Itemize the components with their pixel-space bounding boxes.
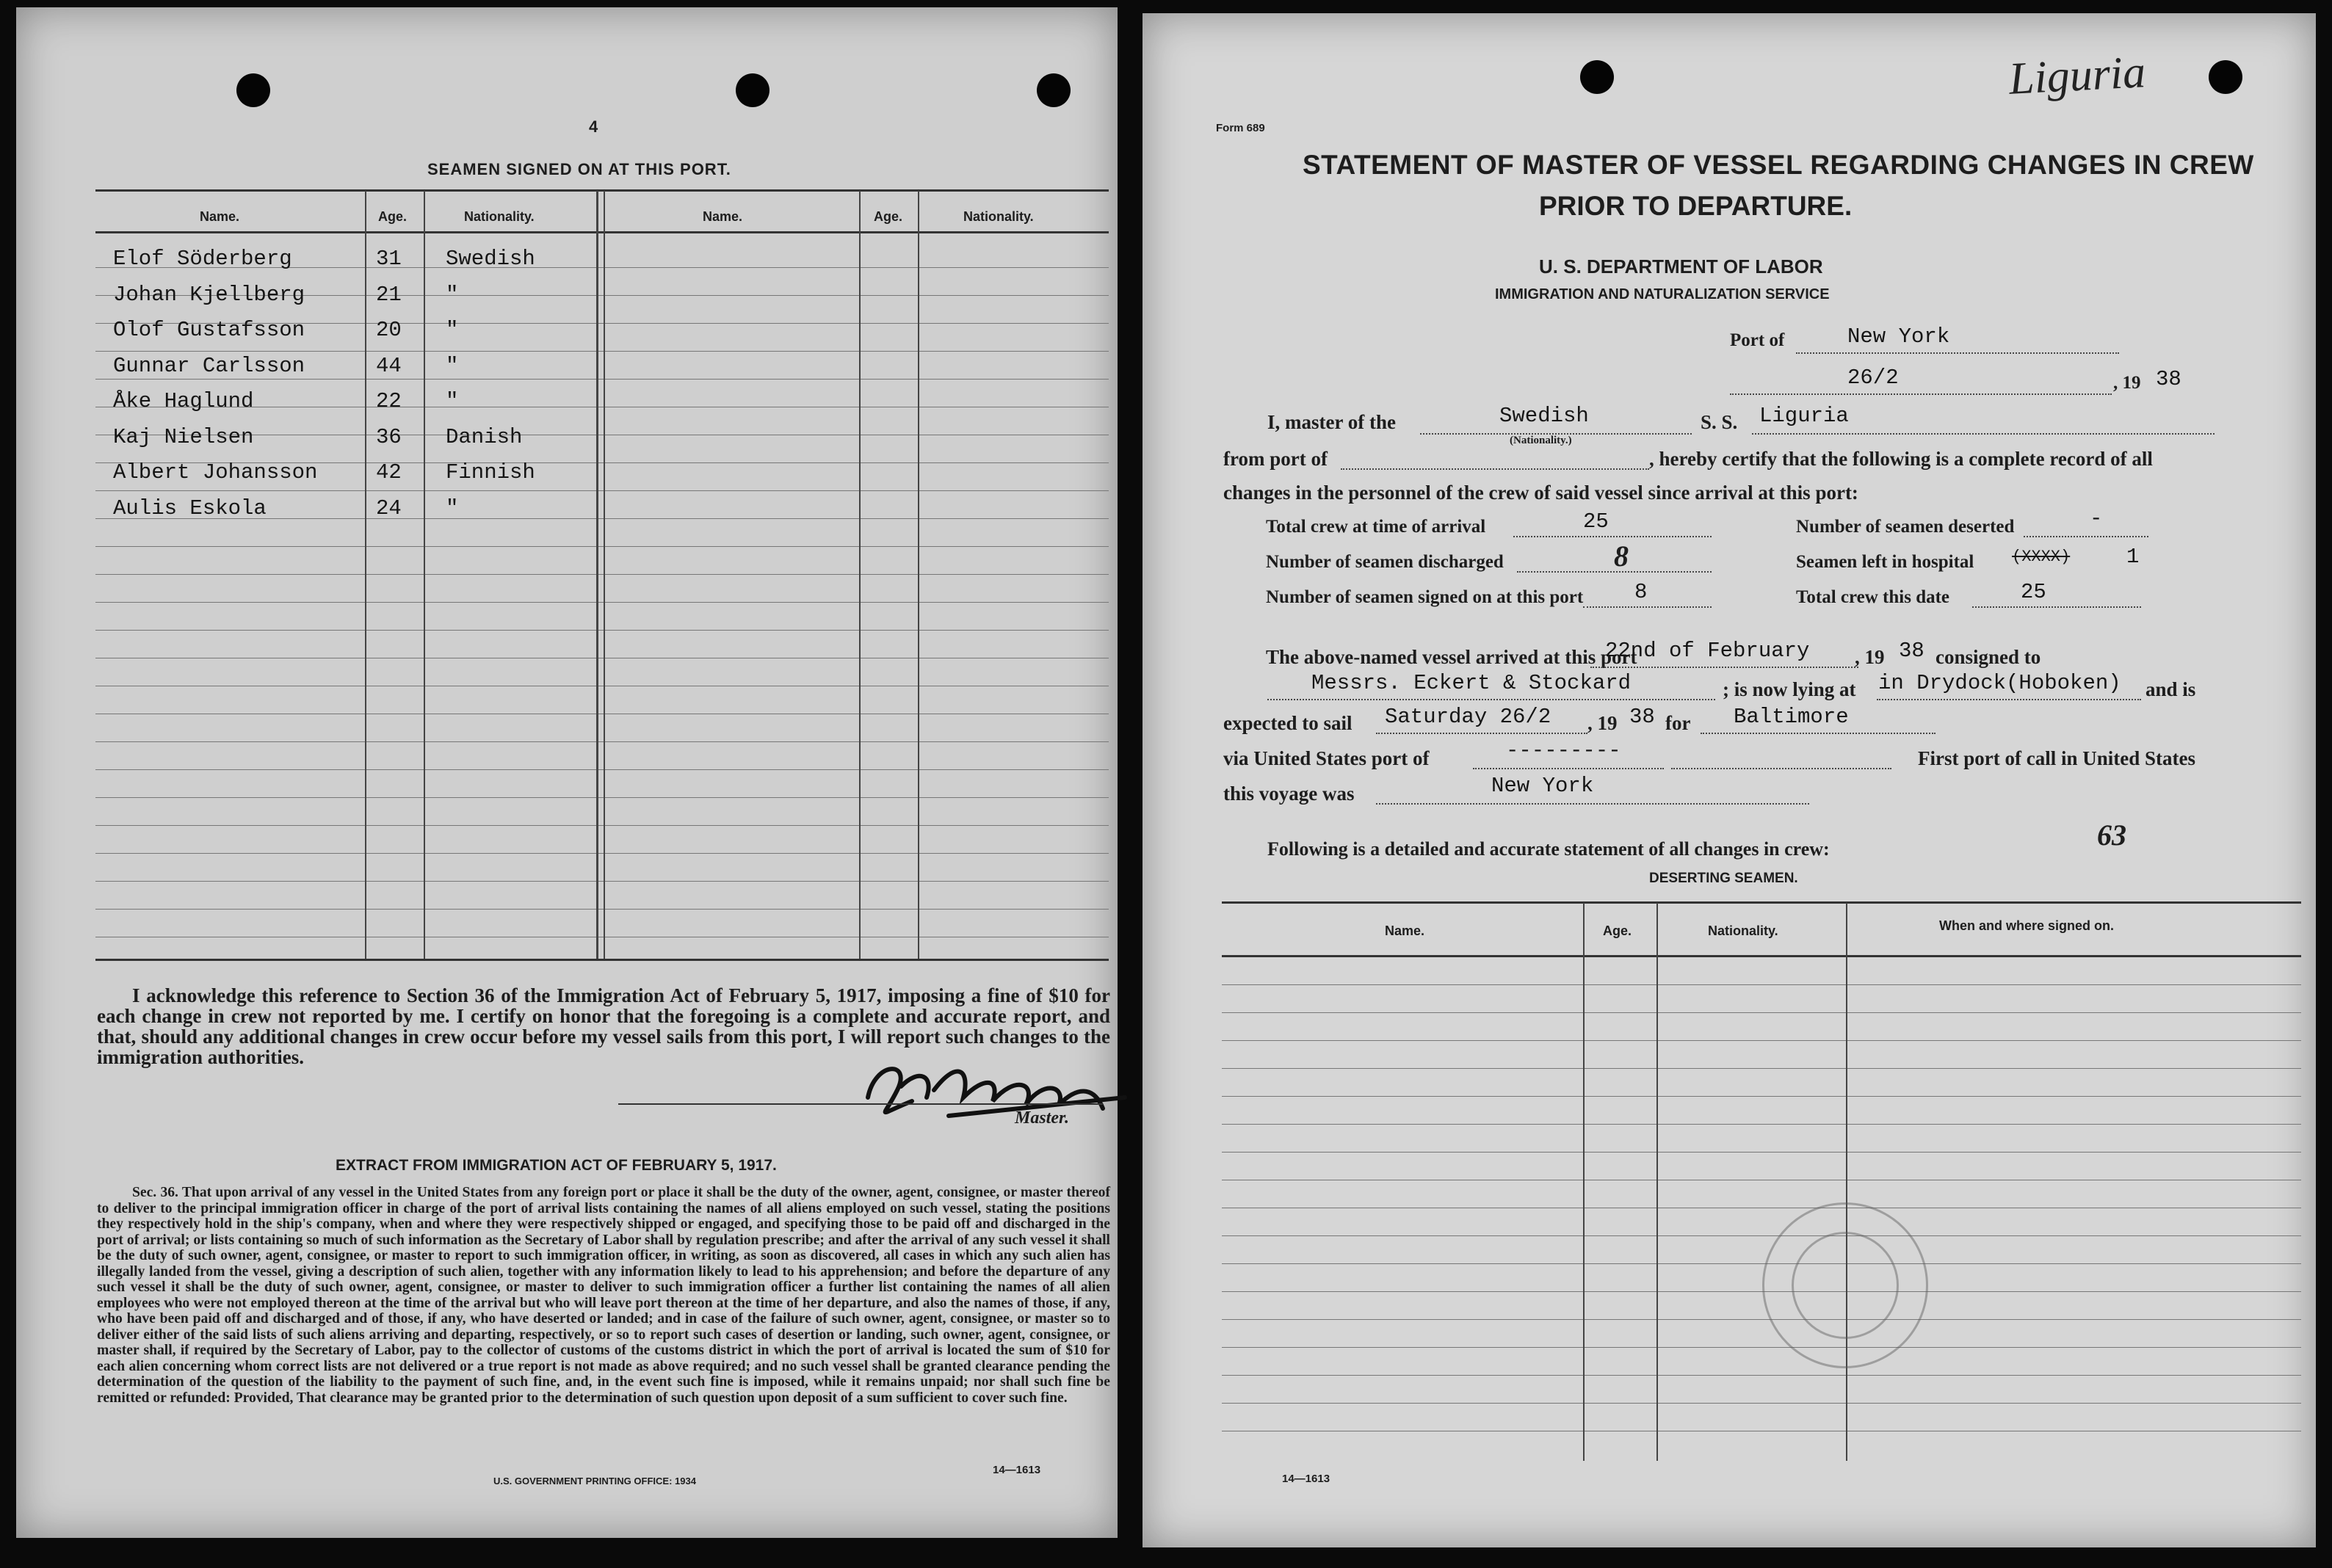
table-rule — [95, 825, 1109, 826]
table-rule — [95, 909, 1109, 910]
sail-year-value: 38 — [1629, 705, 1655, 729]
seaman-name: Åke Haglund — [113, 389, 254, 413]
seaman-age: 36 — [376, 424, 402, 449]
seaman-nationality: " — [446, 353, 459, 378]
following-text: Following is a detailed and accurate statement of all changes in crew: — [1267, 838, 1830, 860]
total-date-label: Total crew this date — [1796, 587, 1950, 607]
table-rule — [95, 630, 1109, 631]
deserted-value: - — [2090, 507, 2103, 531]
signature-line — [618, 1103, 1103, 1105]
arrived-year-value: 38 — [1899, 639, 1924, 663]
changes-text: changes in the personnel of the crew of said vessel since arrival at this port: — [1223, 482, 1858, 504]
seaman-age: 31 — [376, 247, 402, 271]
acknowledgement-text: I acknowledge this reference to Section 36 of the Immigration Act of February 5, 1917, imposing a fine of $10 for each change in crew not reported by me. I certify on honor that the foregoing is a complete and accurate report, and that, should any additional changes in crew occur before my vessel sails from this port, I will report such changes to the immigration authorities. — [97, 984, 1110, 1068]
table-rule — [1222, 1403, 2301, 1404]
col-header-name-2: Name. — [703, 209, 743, 224]
hospital-value: 1 — [2126, 545, 2140, 569]
seaman-age: 42 — [376, 460, 402, 484]
from-port-label: from port of — [1223, 448, 1328, 470]
punch-hole — [1037, 73, 1071, 107]
table-rule — [95, 546, 1109, 547]
seaman-age: 21 — [376, 282, 402, 307]
deserted-label: Number of seamen deserted — [1796, 517, 2015, 537]
extract-text: Sec. 36. That upon arrival of any vessel in the United States from any foreign port or place it shall be the duty of the owner, agent, consignee, or master thereof to deliver to the principal immigration officer in charge of the port of arrival lists containing the names of all aliens employed on such vessel, stating the positions they respectively hold in the ship's company, when and where they were respectively shipped or engaged, and specifying those to be paid off and discharged in the port of arrival; or lists containing so much of such information as the Secretary of Labor shall by regulation prescribe; and after the arrival of any such vessel it shall be the duty of such owner, agent, consignee, or master to report to such immigration officer, in writing, as soon as discovered, all cases in which any such alien has illegally landed from the vessel, giving a description of such alien, together with any information likely to lead to his apprehension; and before the departure of any such vessel it shall be the duty of such owner, agent, consignee, or master to deliver to such immigration officer a further list containing the names of all alien employees who were not employed thereon at the time of the arrival but who will leave port thereon at the time of her departure, and also the names of those, if any, who have been paid off and discharged and of those, if any, who have deserted or landed; and in case of the failure of such owner, agent, consignee, or master so to deliver either of the said lists of such aliens arriving and departing, respectively, or so to report such cases of desertion or landing, such owner, agent, consignee, or master shall, if required by the Secretary of Labor, pay to the collector of customs of the customs district in which the port of arrival is located the sum of $10 for each alien concerning whom correct lists are not delivered or a true report is not made as above required; and no such vessel shall be granted clearance pending the determination of the question of the liability to the payment of such fine, and, in the event such fine is imposed, while it remains unpaid; nor shall such fine be remitted or refunded: Provided, That clearance may be granted prior to the determination of such question upon deposit of a sum sufficient to cover such fine. — [97, 1185, 1110, 1406]
voyage-label: this voyage was — [1223, 783, 1355, 805]
master-of-label: I, master of the — [1267, 411, 1396, 433]
seaman-name: Elof Söderberg — [113, 247, 292, 271]
deserting-title: DESERTING SEAMEN. — [1649, 871, 1798, 886]
punch-hole — [736, 73, 770, 107]
form-title-line1: STATEMENT OF MASTER OF VESSEL REGARDING CHANGES IN CREW — [1303, 150, 2254, 180]
col-header-age-2: Age. — [874, 209, 903, 224]
dest-value: Baltimore — [1734, 705, 1849, 729]
arrived-label: The above-named vessel arrived at this port — [1266, 646, 1637, 668]
nationality-value: Swedish — [1499, 404, 1589, 428]
seaman-age: 44 — [376, 353, 402, 378]
table-rule — [1222, 1319, 2301, 1320]
signed-label: Number of seamen signed on at this port — [1266, 587, 1584, 607]
via-label: via United States port of — [1223, 747, 1430, 769]
total-date-value: 25 — [2021, 580, 2046, 604]
year-value: 38 — [2156, 367, 2181, 391]
hospital-label: Seamen left in hospital — [1796, 552, 1974, 572]
desert-col-age: Age. — [1603, 923, 1632, 938]
date-value: 26/2 — [1847, 366, 1899, 390]
ship-value: Liguria — [1759, 404, 1849, 428]
arrived-year-prefix: , 19 — [1855, 646, 1885, 668]
extract-title: EXTRACT FROM IMMIGRATION ACT OF FEBRUARY 5, 1917. — [336, 1157, 777, 1174]
total-arrival-value: 25 — [1583, 509, 1609, 534]
port-value: New York — [1847, 324, 1950, 349]
sail-year-prefix: , 19 — [1587, 712, 1618, 734]
consignee-value: Messrs. Eckert & Stockard — [1311, 671, 1632, 695]
right-page — [1143, 13, 2316, 1547]
seaman-name: Gunnar Carlsson — [113, 353, 305, 378]
form-label: Form 689 — [1216, 122, 1265, 134]
seaman-name: Kaj Nielsen — [113, 424, 254, 449]
table-rule — [1222, 1012, 2301, 1013]
nationality-caption: (Nationality.) — [1510, 435, 1572, 446]
seaman-nationality: " — [446, 282, 459, 307]
table-rule — [95, 351, 1109, 352]
seaman-name: Albert Johansson — [113, 460, 318, 484]
seaman-name: Aulis Eskola — [113, 496, 267, 520]
year-prefix: , 19 — [2113, 373, 2141, 393]
handwritten-note: Liguria — [2007, 47, 2147, 104]
certify-text: , hereby certify that the following is a complete record of all — [1649, 448, 2153, 470]
table-rule — [1222, 1291, 2301, 1292]
page-number: 4 — [589, 117, 598, 136]
seaman-age: 20 — [376, 318, 402, 342]
table-rule — [1222, 1263, 2301, 1264]
col-header-name: Name. — [200, 209, 240, 224]
voyage-value: New York — [1491, 774, 1594, 798]
table-rule — [95, 490, 1109, 491]
hospital-struck: (XXXX) — [2012, 548, 2071, 566]
table-rule — [1222, 1124, 2301, 1125]
table-rule — [1222, 1096, 2301, 1097]
table-rule — [95, 769, 1109, 770]
table-rule — [95, 379, 1109, 380]
total-arrival-label: Total crew at time of arrival — [1266, 517, 1486, 537]
discharged-value: 8 — [1614, 540, 1629, 573]
table-rule — [1222, 1375, 2301, 1376]
table-rule — [1222, 1152, 2301, 1153]
first-port-label: First port of call in United States — [1918, 747, 2195, 769]
col-header-nationality: Nationality. — [464, 209, 535, 224]
lying-label: ; is now lying at — [1723, 678, 1856, 700]
col-header-age: Age. — [378, 209, 408, 224]
table-rule — [95, 881, 1109, 882]
desert-col-name: Name. — [1385, 923, 1425, 938]
port-label: Port of — [1730, 330, 1785, 350]
seaman-name: Johan Kjellberg — [113, 282, 305, 307]
right-form-code: 14—1613 — [1282, 1473, 1330, 1485]
seaman-nationality: " — [446, 389, 459, 413]
punch-hole — [2209, 60, 2242, 94]
master-signature — [861, 1046, 1132, 1127]
table-rule — [95, 797, 1109, 798]
arrived-value: 22nd of February — [1605, 639, 1810, 663]
seaman-nationality: Finnish — [446, 460, 535, 484]
service: IMMIGRATION AND NATURALIZATION SERVICE — [1495, 286, 1830, 302]
signed-value: 8 — [1634, 580, 1648, 604]
printer-note: U.S. GOVERNMENT PRINTING OFFICE: 1934 — [493, 1476, 696, 1487]
ss-label: S. S. — [1701, 411, 1738, 433]
table-rule — [95, 741, 1109, 742]
seaman-nationality: Swedish — [446, 247, 535, 271]
sail-value: Saturday 26/2 — [1385, 705, 1551, 729]
discharged-label: Number of seamen discharged — [1266, 552, 1504, 572]
col-header-nationality-2: Nationality. — [963, 209, 1034, 224]
for-label: for — [1665, 712, 1691, 734]
seaman-age: 24 — [376, 496, 402, 520]
seaman-nationality: " — [446, 318, 459, 342]
via-value: --------- — [1506, 738, 1621, 763]
lying-value: in Drydock(Hoboken) — [1878, 671, 2121, 695]
seaman-nationality: Danish — [446, 424, 523, 449]
desert-col-nationality: Nationality. — [1708, 923, 1778, 938]
faded-stamp-inner — [1792, 1232, 1899, 1339]
left-form-code: 14—1613 — [993, 1464, 1041, 1476]
seaman-age: 22 — [376, 389, 402, 413]
department: U. S. DEPARTMENT OF LABOR — [1539, 255, 1823, 277]
punch-hole — [1580, 60, 1614, 94]
table-rule — [1222, 1040, 2301, 1041]
seaman-nationality: " — [446, 496, 459, 520]
and-is: and is — [2145, 678, 2196, 700]
table-rule — [95, 853, 1109, 854]
table-rule — [1222, 1347, 2301, 1348]
expected-label: expected to sail — [1223, 712, 1353, 734]
section-title: SEAMEN SIGNED ON AT THIS PORT. — [427, 160, 731, 178]
table-rule — [1222, 1068, 2301, 1069]
punch-hole — [236, 73, 270, 107]
table-rule — [95, 602, 1109, 603]
big-number: 63 — [2097, 819, 2126, 852]
table-rule — [1222, 1235, 2301, 1236]
left-page — [16, 7, 1118, 1538]
seaman-name: Olof Gustafsson — [113, 318, 305, 342]
form-title-line2: PRIOR TO DEPARTURE. — [1539, 191, 1853, 221]
table-rule — [95, 574, 1109, 575]
table-rule — [1222, 984, 2301, 985]
master-label: Master. — [1015, 1108, 1070, 1128]
consigned-label: consigned to — [1936, 646, 2041, 668]
desert-col-signed: When and where signed on. — [1939, 918, 2115, 933]
